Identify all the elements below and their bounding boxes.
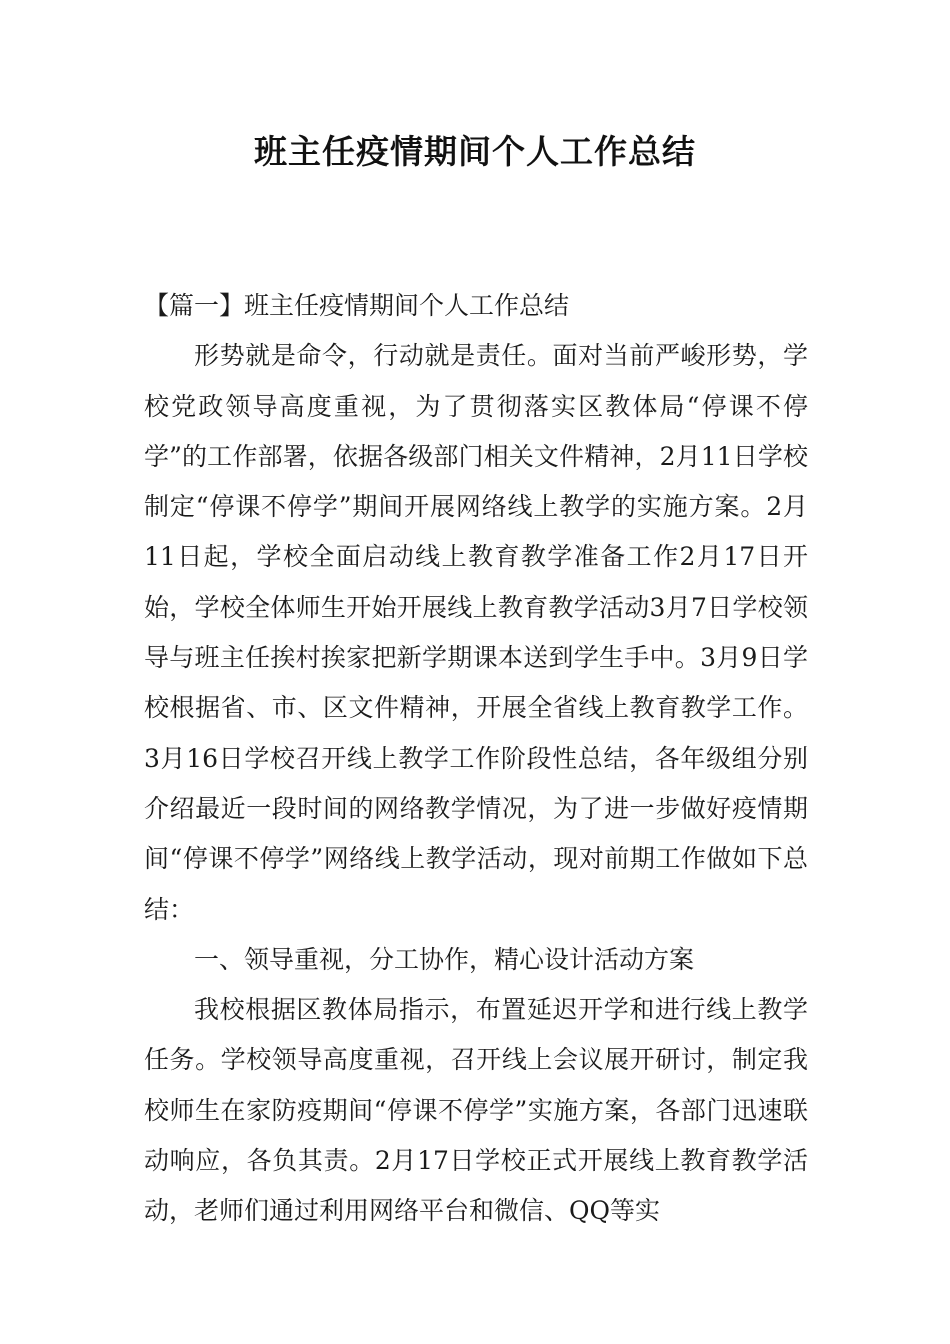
document-title: 班主任疫情期间个人工作总结 <box>254 132 696 171</box>
document-body <box>144 281 808 1237</box>
section-heading: 【篇一】班主任疫情期间个人工作总结 <box>144 291 570 320</box>
body-paragraph: 形势就是命令，行动就是责任。面对当前严峻形势，学校党政领导高度重视，为了贯彻落实区教体局“停课不停学”的工作部署，依据各级部门相关文件精神，2月11日学校制定“停课不停学”期间开展网络线上教学的实施方案。2月11日起，学校全面启动线上教育教学准备工作2月17日开始，学校全体师生开始开展线上教育教学活动3月7日学校领导与班主任挨村挨家把新学期课本送到学生手中。3月9日学校根据省、市、区文件精神，开展全省线上教育教学工作。3月16日学校召开线上教学工作阶段性总结，各年级组分别介绍最近一段时间的网络教学情况，为了进一步做好疫情期间“停课不停学”网络线上教学活动，现对前期工作做如下总结： <box>144 341 808 924</box>
subsection-heading: 一、领导重视，分工协作，精心设计活动方案 <box>194 944 695 974</box>
body-paragraph: 我校根据区教体局指示，布置延迟开学和进行线上教学任务。学校领导高度重视，召开线上会议展开研讨，制定我校师生在家防疫期间“停课不停学”实施方案，各部门迅速联动响应，各负其责。2月17日学校正式开展线上教育教学活动，老师们通过利用网络平台和微信、QQ等实 <box>144 995 808 1226</box>
